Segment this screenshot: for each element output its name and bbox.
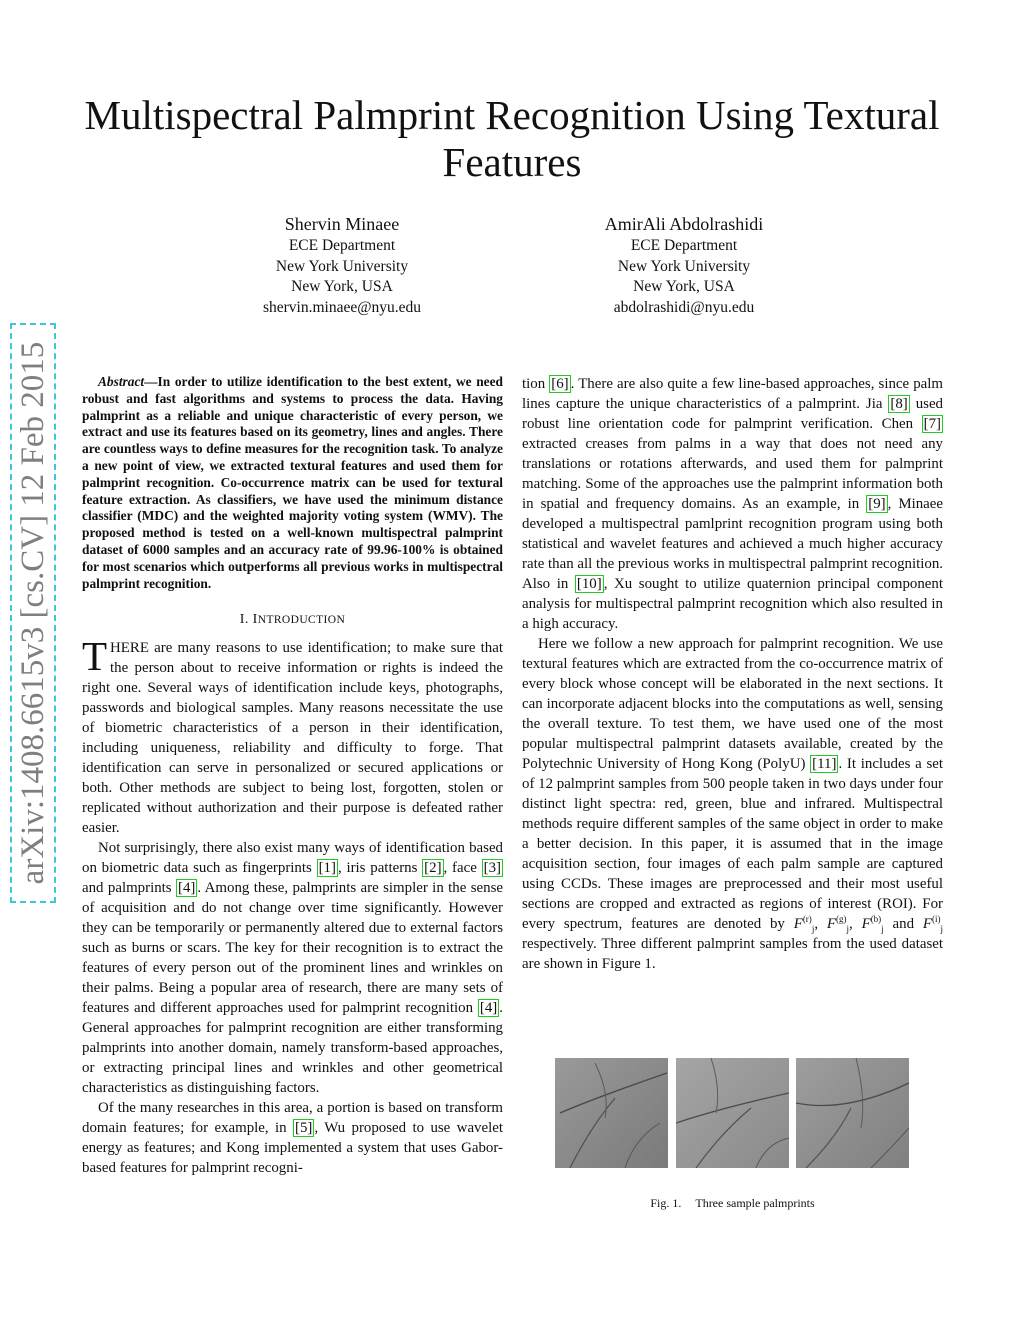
paragraph-text: , face (443, 860, 482, 877)
paragraph-text: extracted creases from palms in a way that does not need any translations or rotations afterwards, and used them for palmprint matching. Some of the approaches use the palmprint information both in spatial and frequency domains. As an example, in (522, 436, 943, 512)
abstract-text: —In order to utilize identification to the best extent, we need robust and fast algorithms and systems to process the data. Having palmprint as a reliable and unique characteristic of every person, we extract and use its features based on its geometry, lines and angles. There are countless ways to define measures for the recognition task. To analyze a new point of view, we extracted textural features and used them for palmprint recognition. Co-occurrence matrix can be used for textural feature extraction. As classifiers, we have used the minimum distance classifier (MDC) and the weighted majority voting system (WMV). The proposed method is tested on a well-known multispectral palmprint dataset of 6000 samples and an accuracy rate of 99.96-100% is obtained for most scenarios which outperforms all previous works in multispectral palmprint recognition. (82, 374, 503, 591)
citation-link[interactable]: [4] (479, 1000, 498, 1017)
math-symbol: F (922, 916, 932, 932)
math-separator: , (814, 916, 827, 932)
paragraph-text: . It includes a set of 12 palmprint samples from 500 people taken in two days under four distinct light spectra: red, green, blue and infrared. Multispectral methods require different samples of the same object in order to make a better decision. In this paper, it is assumed that in the image acquisition section, four images of each palm sample are captured using CCDs. These images are preprocessed and their most useful sections are cropped and extracted as regions of interest (ROI). For every spectrum, features are denoted by (522, 756, 943, 932)
paragraph-text: used robust line orientation code for palmprint verification. Chen (522, 396, 943, 432)
author-university: New York University (275, 257, 409, 275)
citation-link[interactable]: [1] (318, 860, 336, 877)
author-name: Shervin Minaee (284, 214, 400, 234)
paragraph-text: , Xu sought to utilize quaternion principal component analysis for multispectral palmprint recognition which also resulted in a high accuracy. (522, 576, 943, 632)
figure-1 (555, 1058, 911, 1170)
citation-link[interactable]: [6] (551, 376, 569, 392)
paragraph (522, 374, 943, 634)
left-column (82, 374, 503, 1178)
paragraph-text: respectively. Three different palmprint samples from the used dataset are shown in Figure 1. (522, 936, 943, 972)
math-separator: , (849, 916, 862, 932)
paragraph-text: and palmprints (82, 880, 176, 897)
section-title-initial: I (252, 612, 258, 628)
citation-link[interactable]: [9] (868, 496, 886, 512)
author-dept: ECE Department (288, 237, 396, 254)
drop-cap: T (82, 633, 108, 680)
paragraph-text: and (883, 916, 923, 932)
right-column (522, 374, 943, 974)
abstract-label: Abstract (98, 374, 145, 389)
abstract (82, 374, 503, 592)
author-university: New York University (617, 257, 751, 275)
citation-link[interactable]: [10] (576, 576, 602, 592)
math-superscript: (g) (836, 914, 847, 925)
paragraph-text: HERE are many reasons to use identification; to make sure that the person about to receive information or rights is indeed the right one. Several ways of identification include keys, photographs, passwords and biological samples. Many reasons necessitate the use of biometric characteristics of a person in their identification, including uniqueness, reliability and difficulty to forge. That identification can serve in personalized or secured applications or both. Other methods are subject to being lost, forgotten, stolen or replicated without authorization and their purpose is defeated rather easier. (82, 640, 503, 837)
paragraph-text: . Among these, palmprints are simpler in the sense of acquisition and do not change over time significantly. However they can be temporarily or permanently altered due to external factors such as burns or scars. The key for their recognition is to extract the features of every person out of the prominent lines and wrinkles on their palms. Being a popular area of research, there are many sets of features and different approaches used for palmprint recognition (82, 880, 504, 1017)
paragraph-text: Not surprisingly, there also exist many ways of identification based on biometric data such as fingerprints (82, 840, 503, 877)
citation-link[interactable]: [7] (923, 416, 941, 432)
paragraph-text: tion (522, 376, 550, 392)
author-email[interactable]: shervin.minaee@nyu.edu (262, 298, 422, 316)
palmprint-image (796, 1058, 909, 1168)
author-email[interactable]: abdolrashidi@nyu.edu (613, 298, 755, 316)
citation-link[interactable]: [11] (812, 756, 837, 772)
math-subscript: j (881, 923, 884, 934)
math-subscript: j (811, 923, 815, 934)
citation-link[interactable]: [5] (294, 1120, 313, 1137)
math-symbol: F (826, 916, 836, 932)
figure-caption (522, 1196, 943, 1211)
paragraph-text: Of the many researches in this area, a portion is based on transform domain features; for example, in (82, 1100, 503, 1137)
math-superscript: (i) (931, 914, 941, 925)
math-symbol: F (793, 916, 803, 932)
citation-link[interactable]: [8] (890, 396, 908, 412)
figure-label: Fig. 1. (650, 1196, 682, 1210)
author-location: New York, USA (633, 278, 735, 295)
author-block-1 (192, 212, 492, 318)
math-superscript: (r) (802, 914, 812, 925)
author-name: AmirAli Abdolrashidi (604, 214, 764, 234)
paragraph (82, 1098, 503, 1178)
citation-link[interactable]: [3] (483, 860, 501, 877)
arxiv-stamp[interactable]: arXiv:1408.6615v3 [cs.CV] 12 Feb 2015 (10, 323, 56, 903)
paragraph (82, 838, 503, 1098)
paragraph-text: . There are also quite a few line-based approaches, since palm lines capture the unique characteristics of a palmprint. Jia (522, 376, 943, 412)
section-title-rest: NTRODUCTION (257, 614, 346, 627)
math-subscript: j (846, 923, 850, 934)
paragraph-text: , Wu proposed to use wavelet energy as features; and Kong implemented a system that uses Gabor-based features for palmprint recogni- (82, 1120, 503, 1177)
figure-caption-text: Three sample palmprints (695, 1196, 815, 1210)
math-superscript: (b) (870, 914, 882, 925)
paper-title: Multispectral Palmprint Recognition Using Textural Features (84, 92, 940, 185)
author-block-2 (534, 212, 834, 318)
palmprint-image (676, 1058, 789, 1168)
author-dept: ECE Department (630, 237, 738, 254)
citation-link[interactable]: [4] (178, 880, 196, 897)
math-symbol: F (861, 916, 871, 932)
paragraph (522, 634, 943, 974)
author-location: New York, USA (291, 278, 393, 295)
citation-link[interactable]: [2] (424, 860, 442, 877)
section-number: I. (239, 612, 249, 628)
section-heading (82, 610, 503, 630)
math-subscript: j (940, 923, 943, 934)
paragraph-text: . General approaches for palmprint recognition are either transforming palmprints into another domain, namely transform-based approaches, or extracting principal lines and wrinkles and other geometrical characteristics as distinguishing factors. (82, 1000, 503, 1097)
palmprint-image (555, 1058, 668, 1168)
paragraph-text: , iris patterns (337, 860, 423, 877)
paragraph (82, 633, 503, 838)
paragraph-text: , Minaee developed a multispectral pamlprint recognition program using both statistical and wavelet features and achieved a much higher accuracy rate than all the previous works in multispectral palmprint recognition. Also in (522, 496, 943, 592)
paragraph-text: Here we follow a new approach for palmprint recognition. We use textural features which are extracted from the co-occurrence matrix of every block whose concept will be elaborated in the next sections. It can incorporate adjacent blocks into the computations as well, sensing the overall texture. To test them, we have used one of the most popular multispectral palmprint datasets available, created by the Polytechnic University of Hong Kong (PolyU) (522, 636, 943, 772)
